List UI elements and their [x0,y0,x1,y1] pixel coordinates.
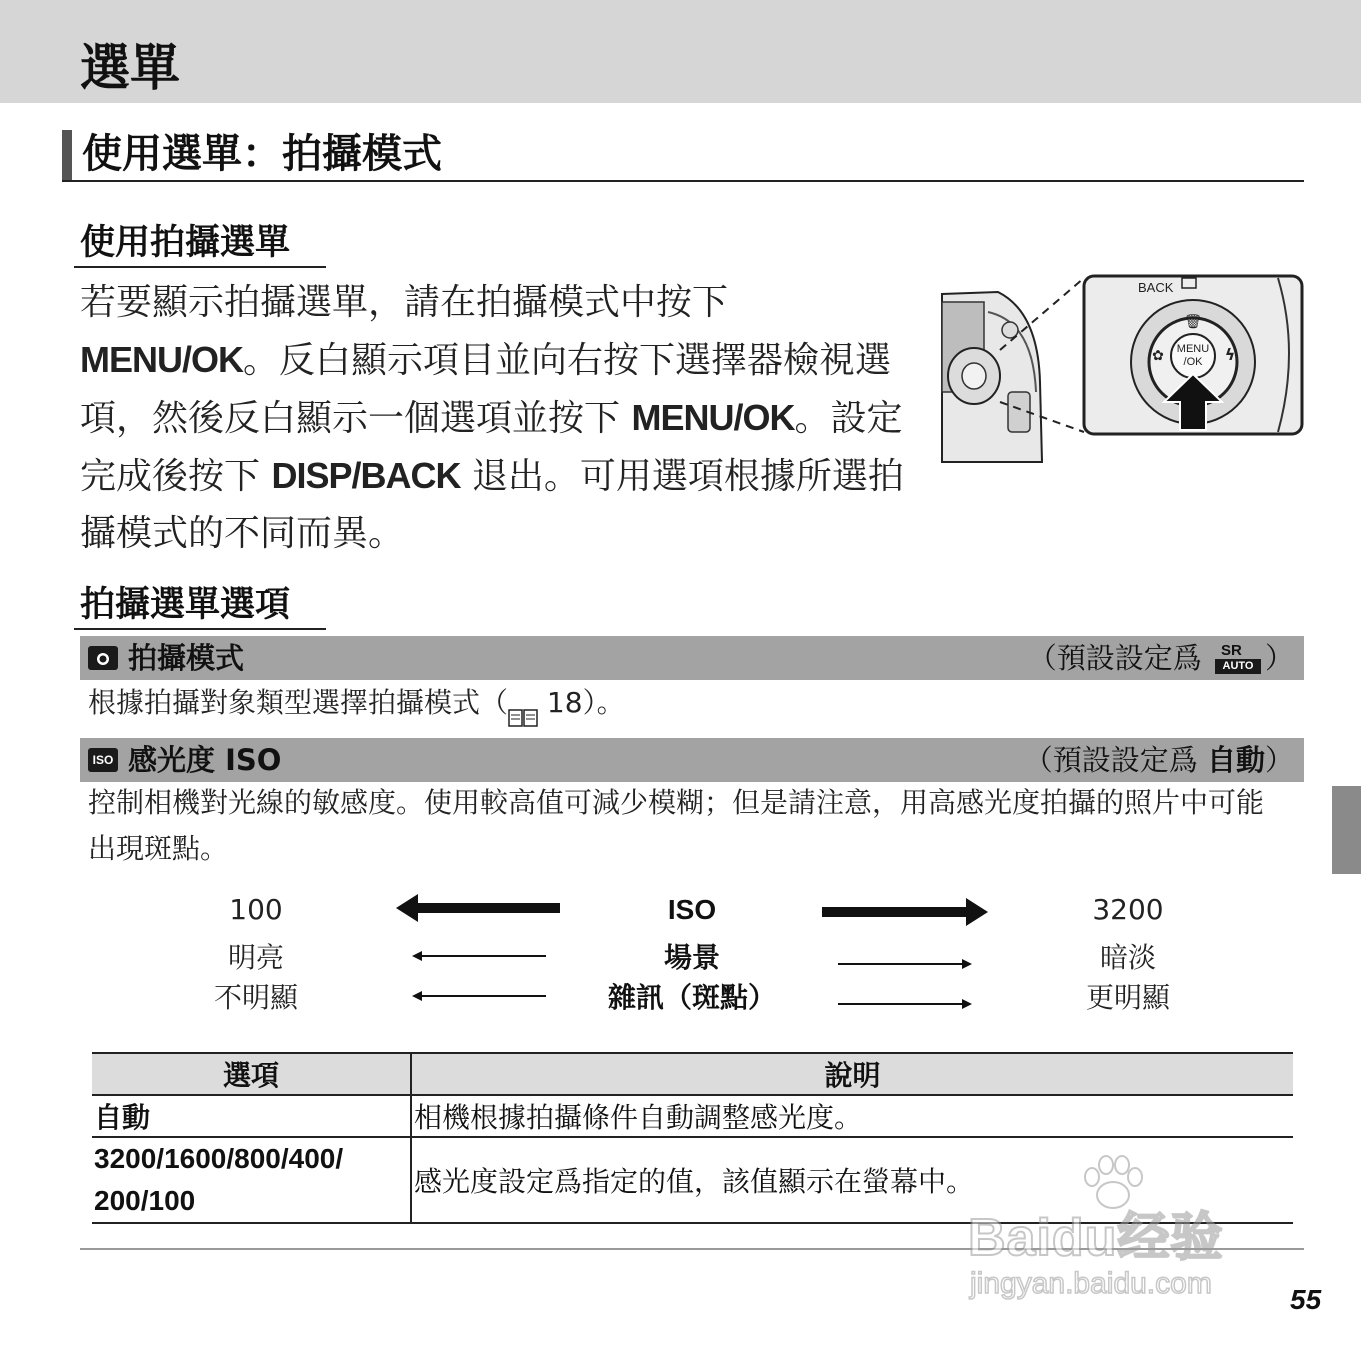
iso-default: （預設設定爲 自動） [1023,743,1294,777]
disp-back-key: DISP/BACK [271,455,461,496]
iso-icon: ISO [88,748,118,772]
menu-ok-key: MENU/OK [80,339,243,380]
camera-icon [88,646,118,670]
table-header-description: 說明 [411,1053,1293,1095]
thin-arrow-right-icon-2 [838,998,972,1010]
section-divider [62,180,1304,182]
options-heading: 拍攝選單選項 [80,585,291,625]
noise-high: 更明顯 [1085,981,1170,1014]
table-row [92,1095,1293,1137]
thin-arrow-left-icon [412,950,546,962]
menu-ok-key-2: MENU/OK [631,397,795,438]
intro-paragraph [80,274,910,562]
options-heading-underline [74,628,326,630]
intro-heading-underline [74,266,326,268]
intro-text-1: 若要顯示拍攝選單，請在拍攝模式中按下 [80,282,729,323]
thick-arrow-right-icon [822,898,988,926]
table-cell-description: 相機根據拍攝條件自動調整感光度。 [411,1095,1293,1137]
page-reference[interactable]: 18 [546,686,583,719]
scene-high: 暗淡 [1099,941,1156,974]
intro-text-4: 退出。可用選項根據所選拍攝模式的不同而異。 [80,456,904,554]
thin-arrow-right-icon [838,958,972,970]
ok-label: /OK [1183,356,1203,368]
camera-illustration [938,272,1308,468]
book-icon [508,695,538,713]
page-number: 55 [1290,1284,1322,1315]
back-label: BACK [1138,280,1174,295]
macro-icon: ✿ [1152,348,1164,364]
noise-label: 雜訊（斑點） [607,981,776,1014]
header-band [0,0,1361,103]
intro-text-3: 。設定完成後按下 [80,398,903,497]
noise-low: 不明顯 [213,981,298,1014]
scene-label: 場景 [663,941,720,974]
scene-low: 明亮 [227,941,284,974]
table-cell-option: 自動 [92,1095,411,1137]
table-cell-description: 感光度設定爲指定的值，該值顯示在螢幕中。 [411,1137,1293,1223]
iso-title: 感光度 ISO [128,743,282,777]
table-header-option: 選項 [92,1053,411,1095]
iso-low-value: 100 [229,893,283,926]
iso-default-value: 自動 [1206,743,1265,777]
shooting-mode-description: 根據拍攝對象類型選擇拍攝模式（ 18）。 [88,680,1288,726]
iso-high-value: 3200 [1092,893,1164,926]
menu-label: MENU [1176,343,1210,355]
shooting-mode-default-prefix: （預設設定爲 [1027,641,1202,675]
iso-bar [80,738,1304,782]
table-header-row [92,1053,1293,1095]
thick-arrow-left-icon [396,894,562,922]
flash-icon: ϟ [1224,345,1236,364]
shooting-mode-default-suffix: ） [1264,641,1294,675]
intro-heading: 使用拍攝選單 [80,223,291,263]
table-cell-option: 3200/1600/800/400/ 200/100 [92,1137,411,1223]
watermark-main: Baidu经验 [968,1209,1224,1267]
section-marker [62,130,72,180]
baidu-watermark [968,1155,1288,1315]
iso-scale-label: ISO [667,894,717,925]
trash-icon: 🗑 [1184,314,1202,330]
shooting-mode-title: 拍攝模式 [128,641,245,675]
sr-auto-icon: SR AUTO [1215,646,1261,674]
chapter-tab [1332,786,1361,874]
page-title: 選單 [80,39,180,97]
section-heading: 使用選單：拍攝模式 [82,131,442,177]
watermark-url: jingyan.baidu.com [970,1267,1212,1300]
iso-description: 控制相機對光線的敏感度。使用較高值可減少模糊；但是請注意，用高感光度拍攝的照片中可能出現斑點。 [88,786,1265,865]
intro-text-2: 。反白顯示項目並向右按下選擇器檢視選項，然後反白顯示一個選項並按下 [80,340,892,439]
shooting-mode-bar [80,636,1304,680]
shooting-mode-default [1028,639,1294,677]
thin-arrow-left-icon-2 [412,990,546,1002]
